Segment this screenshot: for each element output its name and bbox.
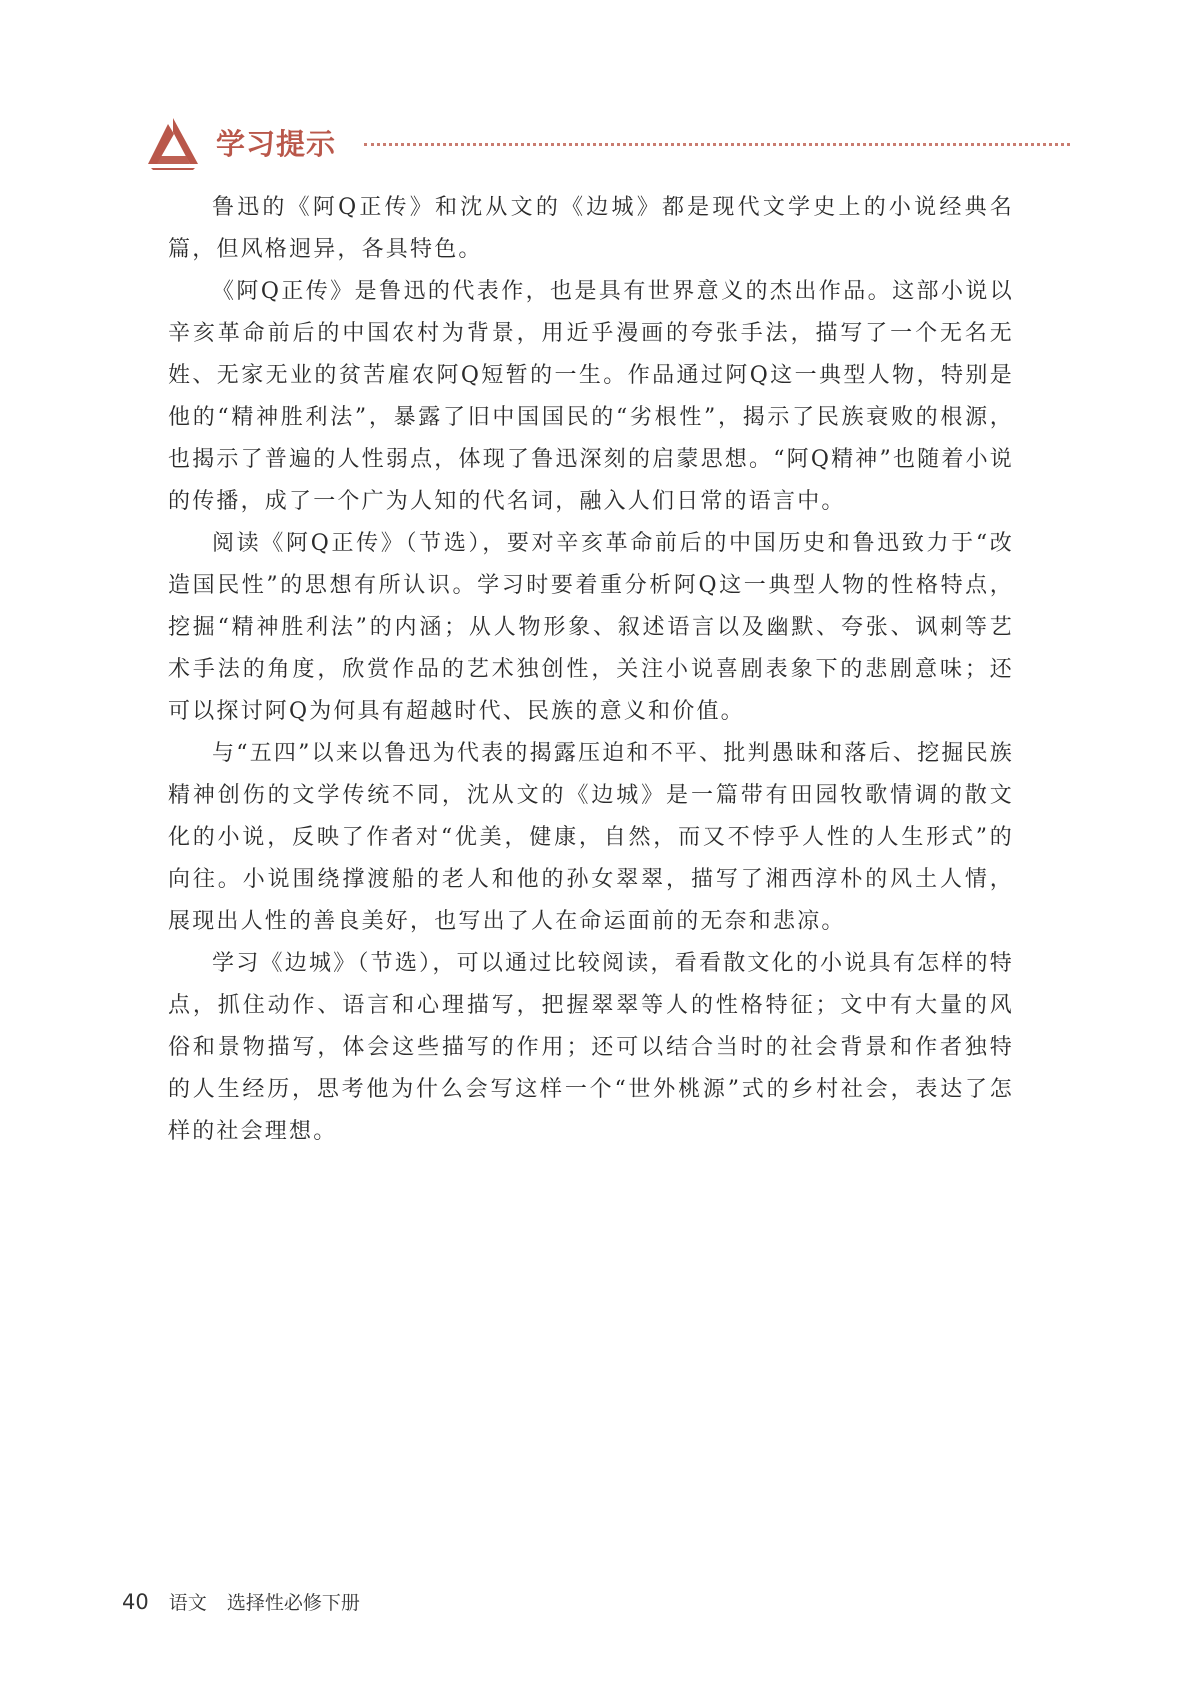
footer-book-title: 选择性必修下册 <box>226 1592 360 1614</box>
paragraph: 与“五四”以来以鲁迅为代表的揭露压迫和不平、批判愚昧和落后、挖掘民族精神创伤的文学传统不同，沈从文的《边城》是一篇带有田园牧歌情调的散文化的小说，反映了作者对“优美，健康，自然，而又不悖乎人性的人生形式”的向往。小说围绕撑渡船的老人和他的孙女翠翠，描写了湘西淳朴的风土人情，展现出人性的善良美好，也写出了人在命运面前的无奈和悲凉。 <box>168 741 1014 934</box>
page-footer <box>122 1588 360 1615</box>
paragraph: 《阿Q正传》是鲁迅的代表作，也是具有世界意义的杰出作品。这部小说以辛亥革命前后的中国农村为背景，用近乎漫画的夸张手法，描写了一个无名无姓、无家无业的贫苦雇农阿Q短暂的一生。作品通过阿Q这一典型人物，特别是他的“精神胜利法”，暴露了旧中国国民的“劣根性”，揭示了民族衰败的根源，也揭示了普遍的人性弱点，体现了鲁迅深刻的启蒙思想。“阿Q精神”也随着小说的传播，成了一个广为人知的代名词，融入人们日常的语言中。 <box>168 279 1014 514</box>
body-text <box>168 187 1014 1153</box>
paragraph: 学习《边城》（节选），可以通过比较阅读，看看散文化的小说具有怎样的特点，抓住动作、语言和心理描写，把握翠翠等人的性格特征；文中有大量的风俗和景物描写，体会这些描写的作用；还可以结合当时的社会背景和作者独特的人生经历，思考他为什么会写这样一个“世外桃源”式的乡村社会，表达了怎样的社会理想。 <box>168 951 1014 1144</box>
paragraph: 鲁迅的《阿Q正传》和沈从文的《边城》都是现代文学史上的小说经典名篇，但风格迥异，各具特色。 <box>168 195 1014 262</box>
dotted-divider <box>364 143 1070 146</box>
section-header <box>146 112 1070 172</box>
paragraph: 阅读《阿Q正传》（节选），要对辛亥革命前后的中国历史和鲁迅致力于“改造国民性”的思想有所认识。学习时要着重分析阿Q这一典型人物的性格特点，挖掘“精神胜利法”的内涵；从人物形象、叙述语言以及幽默、夸张、讽刺等艺术手法的角度，欣赏作品的艺术独创性，关注小说喜剧表象下的悲剧意味；还可以探讨阿Q为何具有超越时代、民族的意义和价值。 <box>168 531 1014 724</box>
triangle-emblem-icon <box>146 116 200 170</box>
footer-subject: 语文 <box>168 1592 207 1614</box>
page-number: 40 <box>122 1590 149 1614</box>
section-title: 学习提示 <box>216 127 337 161</box>
